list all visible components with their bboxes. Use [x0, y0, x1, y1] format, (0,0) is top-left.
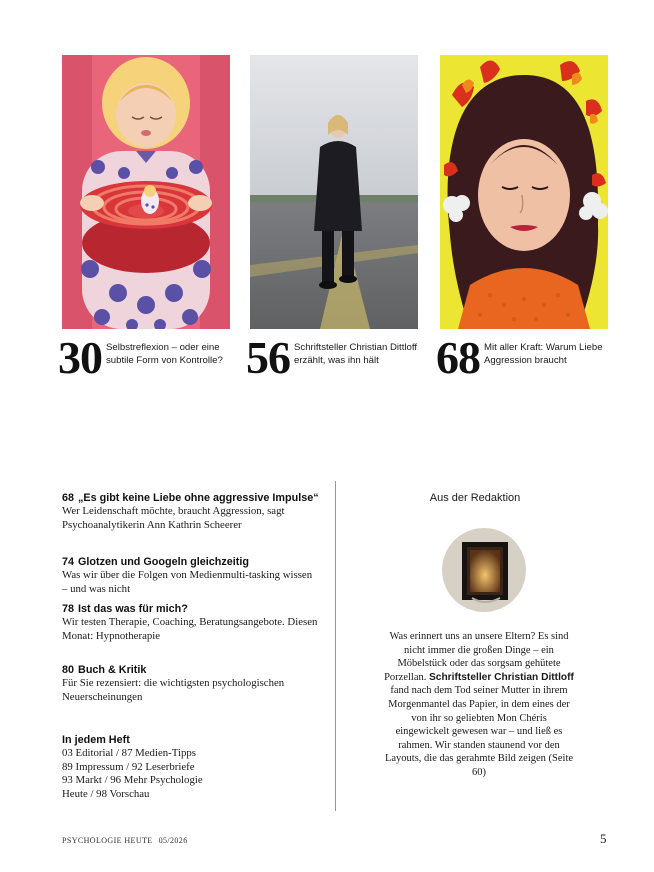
toc-title-text: Ist das was für mich?: [78, 603, 188, 615]
in-jedem-heft-title: In jedem Heft: [62, 734, 130, 746]
column-divider: [335, 481, 336, 811]
editorial-text: [384, 630, 574, 780]
feature-page-number: 30: [58, 332, 102, 383]
toc-title-text: Buch & Kritik: [78, 664, 147, 676]
toc-entry-title: [62, 556, 320, 569]
toc-entry-title: [62, 603, 320, 616]
toc-page-number: 80: [62, 664, 75, 676]
editorial-author-name: Schriftsteller Christian Dittloff: [429, 671, 574, 683]
feature-page-number: 68: [436, 332, 480, 383]
editorial-text-part: fand nach dem Tod seiner Mutter in ihrem Morgenmantel das Papier, in dem eines der von ihr so geliebten Mon Chéris eingewickelt gewesen war – und ließ es rahmen. Wir standen staunend vor den Layouts, die das gerahmte Bild zeigen (Seite 60): [384, 685, 574, 778]
toc-page-number: 68: [62, 492, 75, 504]
in-jedem-heft-line: 03 Editorial / 87 Medien-Tipps: [62, 747, 196, 759]
toc-page-number: 74: [62, 556, 75, 568]
feature-caption: Mit aller Kraft: Warum Liebe Aggression braucht: [484, 342, 603, 366]
matryoshka-illustration: [62, 55, 230, 329]
toc-entry-78[interactable]: [62, 603, 320, 643]
footer-magazine-info: [62, 836, 188, 845]
toc-entry-description: Für Sie rezensiert: die wichtigsten psychologischen Neuerscheinungen: [62, 677, 285, 703]
feature-caption: Schriftsteller Christian Dittloff erzählt, was ihn hält: [294, 342, 417, 366]
feature-page-number: 56: [246, 332, 290, 383]
woman-fire-illustration: [440, 55, 608, 329]
editorial-text-part: Was erinnert uns an unsere Eltern? Es sind nicht immer die großen Dinge – ein Möbelstück oder das sorgsam gehütete Porzellan.: [384, 631, 569, 683]
toc-entry-description: Wir testen Therapie, Coaching, Beratungsangebote. Diesen Monat: Hypnotherapie: [62, 616, 318, 642]
toc-entry-80[interactable]: [62, 664, 320, 704]
in-jedem-heft-line: Heute / 98 Vorschau: [62, 787, 150, 800]
feature-30[interactable]: [58, 332, 234, 388]
redaktion-title: Aus der Redaktion: [429, 492, 521, 504]
toc-entry-74[interactable]: [62, 556, 320, 596]
feature-caption: Selbstreflexion – oder eine subtile Form von Kontrolle?: [106, 342, 223, 366]
toc-entry-description: Wer Leidenschaft möchte, braucht Aggression, sagt Psychoanalytikerin Ann Kathrin Scheerer: [62, 505, 285, 531]
in-jedem-heft-line: 93 Markt / 96 Mehr Psychologie: [62, 774, 203, 786]
toc-title-text: Glotzen und Googeln gleichzeitig: [78, 556, 249, 568]
footer-magazine-name: PSYCHOLOGIE HEUTE: [62, 836, 153, 845]
footer-issue: 05/2026: [158, 836, 188, 845]
toc-entry-title: [62, 664, 320, 677]
framed-picture-photo: [442, 528, 526, 612]
feature-56[interactable]: [246, 332, 422, 388]
toc-page-number: 78: [62, 603, 75, 615]
feature-68[interactable]: [436, 332, 616, 388]
toc-title-text: „Es gibt keine Liebe ohne aggressive Impulse“: [78, 492, 319, 504]
page-number: 5: [600, 831, 607, 846]
toc-entry-68[interactable]: [62, 492, 320, 532]
toc-entry-description: Was wir über die Folgen von Medienmulti-tasking wissen – und was nicht: [62, 569, 313, 595]
in-jedem-heft: [62, 734, 320, 801]
toc-entry-title: [62, 492, 320, 505]
in-jedem-heft-line: 89 Impressum / 92 Leserbriefe: [62, 760, 195, 773]
author-walking-photo: [250, 55, 418, 329]
